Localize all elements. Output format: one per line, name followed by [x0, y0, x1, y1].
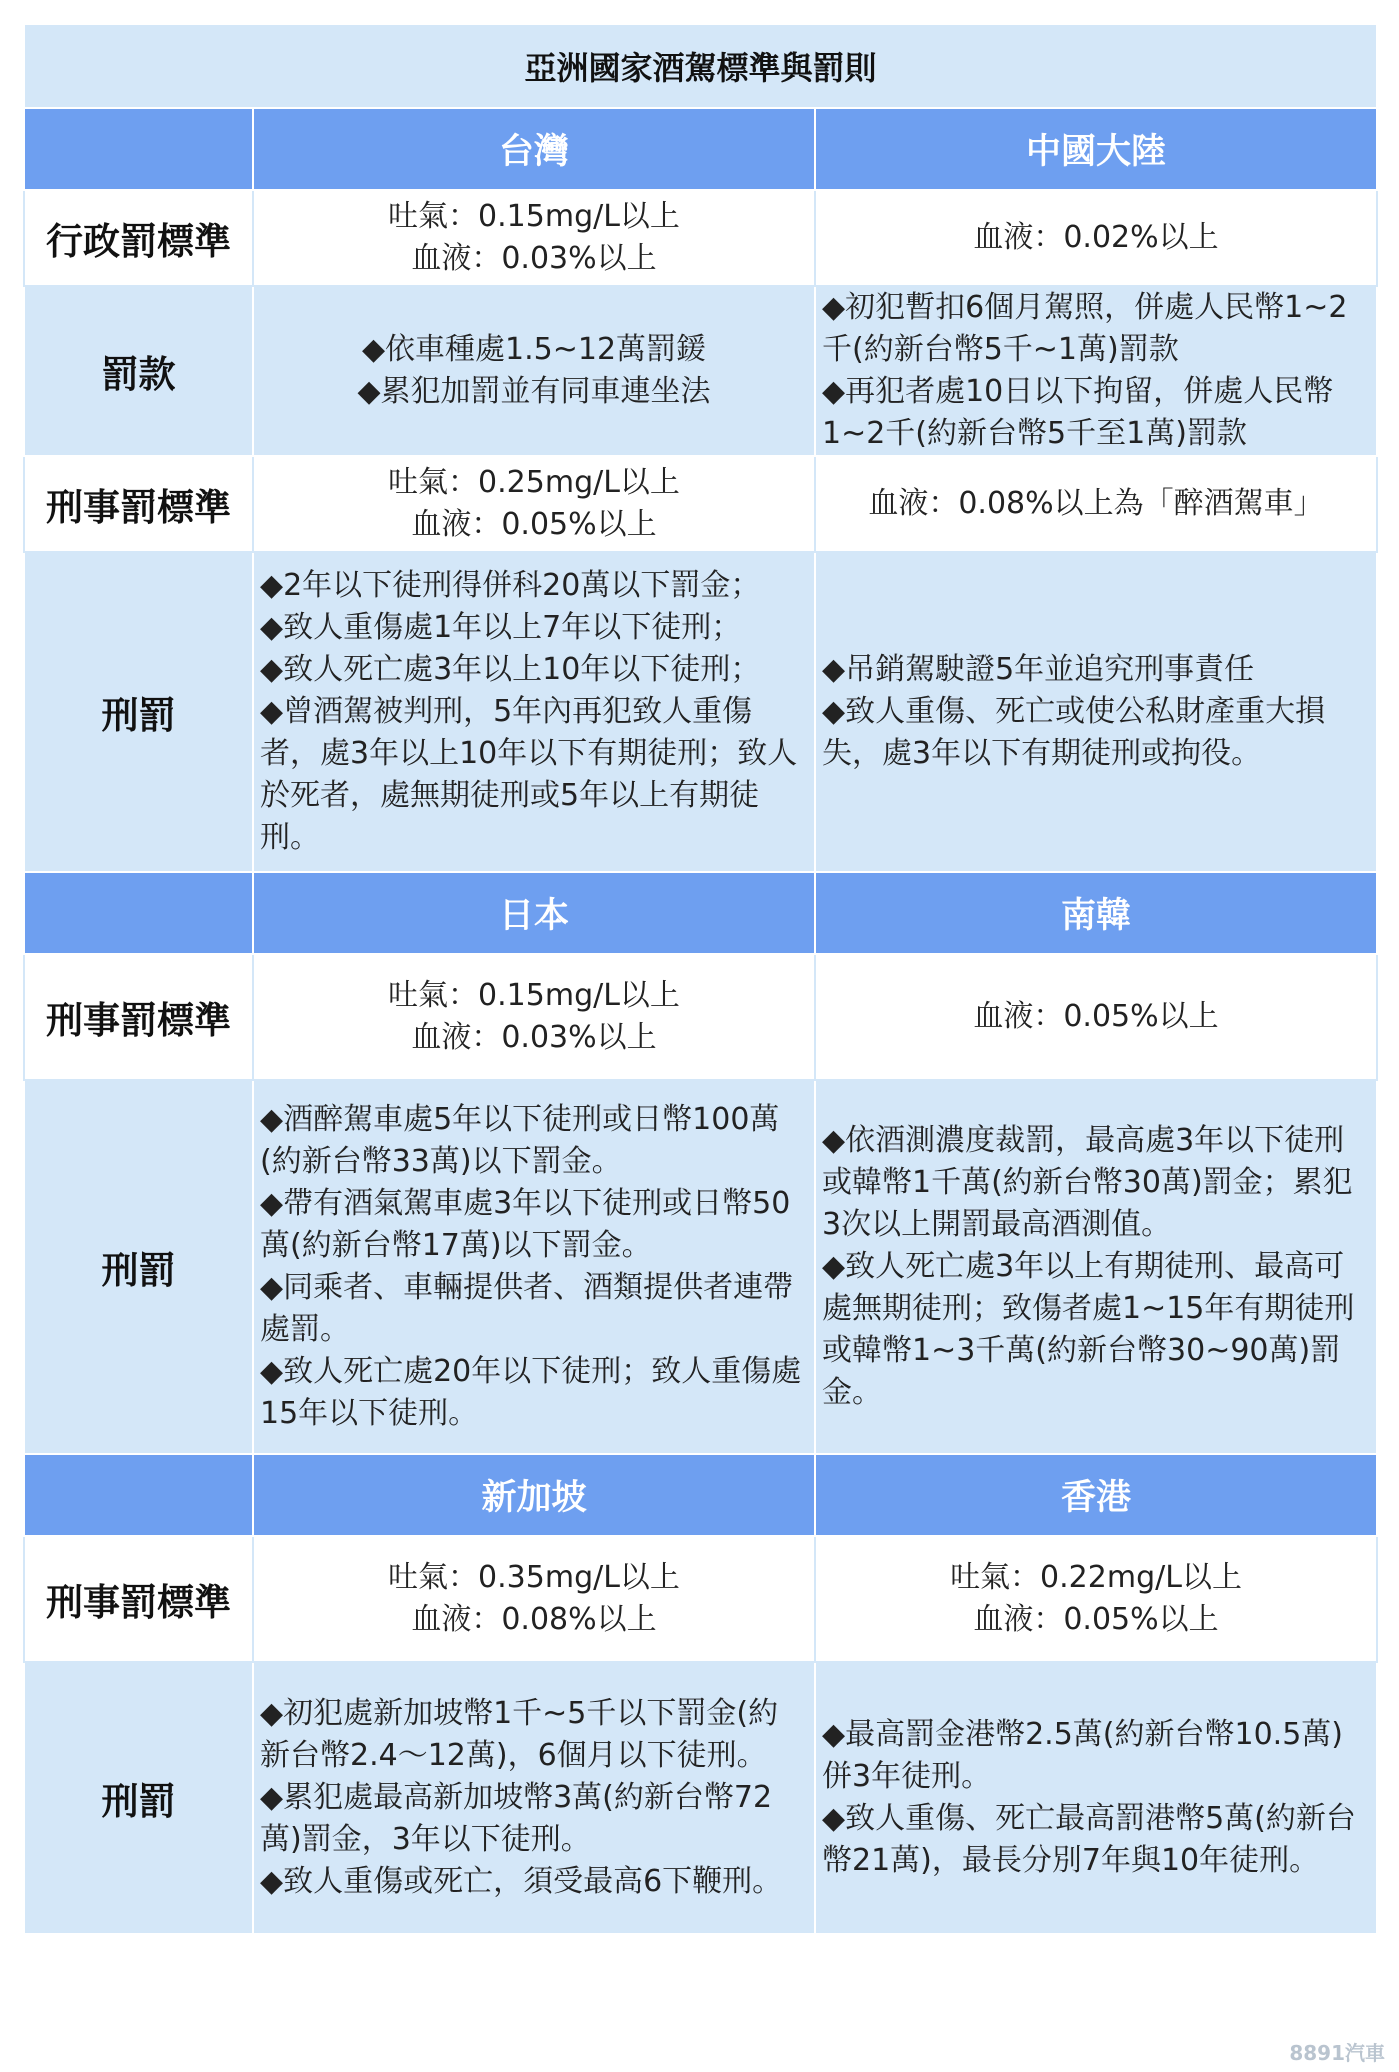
- drunk-driving-table: [23, 23, 1378, 1935]
- table-cell: [253, 286, 815, 456]
- cell-line: 血液：0.05%以上: [411, 507, 657, 542]
- table-cell: [253, 456, 815, 552]
- cell-line: ◆累犯加罰並有同車連坐法: [357, 374, 711, 409]
- cell-line: ◆再犯者處10日以下拘留，併處人民幣1~2千(約新台幣5千至1萬)罰款: [822, 374, 1334, 451]
- table-cell: [253, 1080, 815, 1454]
- table-cell: [815, 456, 1377, 552]
- cell-line: ◆初犯處新加坡幣1千~5千以下罰金(約新台幣2.4～12萬)，6個月以下徒刑。: [260, 1696, 779, 1773]
- section-header-taiwan-china: [24, 108, 1377, 190]
- cell-line: 血液：0.08%以上為「醉酒駕車」: [868, 486, 1324, 521]
- header-blank-cell: [24, 872, 253, 954]
- cell-line: ◆同乘者、車輛提供者、酒類提供者連帶處罰。: [260, 1270, 794, 1347]
- table-row: [24, 286, 1377, 456]
- cell-line: 血液：0.03%以上: [411, 1020, 657, 1055]
- section-header-singapore-hongkong: [24, 1454, 1377, 1536]
- cell-line: ◆最高罰金港幣2.5萬(約新台幣10.5萬)併3年徒刑。: [822, 1717, 1343, 1794]
- table-cell: [253, 190, 815, 286]
- table-cell: [815, 552, 1377, 872]
- table-cell: [253, 1536, 815, 1662]
- table-cell: [253, 552, 815, 872]
- country-china: 中國大陸: [815, 108, 1377, 190]
- table-row: [24, 1536, 1377, 1662]
- table-row: [24, 954, 1377, 1080]
- table-row: [24, 1662, 1377, 1934]
- cell-line: ◆致人死亡處20年以下徒刑；致人重傷處15年以下徒刑。: [260, 1354, 802, 1431]
- cell-line: ◆致人重傷處1年以上7年以下徒刑；: [260, 610, 742, 645]
- table-title: 亞洲國家酒駕標準與罰則: [24, 24, 1377, 108]
- table-row: [24, 190, 1377, 286]
- row-label: 刑事罰標準: [24, 1536, 253, 1662]
- cell-line: 吐氣：0.22mg/L以上: [950, 1560, 1242, 1595]
- row-label: 罰款: [24, 286, 253, 456]
- cell-line: 血液：0.02%以上: [973, 220, 1219, 255]
- cell-line: ◆酒醉駕車處5年以下徒刑或日幣100萬(約新台幣33萬)以下罰金。: [260, 1102, 780, 1179]
- table-cell: [815, 190, 1377, 286]
- country-hongkong: 香港: [815, 1454, 1377, 1536]
- cell-line: ◆2年以下徒刑得併科20萬以下罰金；: [260, 568, 761, 603]
- cell-line: ◆曾酒駕被判刑，5年內再犯致人重傷者，處3年以上10年以下有期徒刑；致人於死者，處無期徒刑或5年以上有期徒刑。: [260, 694, 798, 855]
- country-japan: 日本: [253, 872, 815, 954]
- cell-line: 吐氣：0.15mg/L以上: [388, 199, 680, 234]
- row-label: 刑事罰標準: [24, 456, 253, 552]
- country-korea: 南韓: [815, 872, 1377, 954]
- table-row: [24, 1080, 1377, 1454]
- cell-line: ◆帶有酒氣駕車處3年以下徒刑或日幣50萬(約新台幣17萬)以下罰金。: [260, 1186, 791, 1263]
- table-cell: [815, 286, 1377, 456]
- cell-line: 血液：0.08%以上: [411, 1602, 657, 1637]
- table-cell: [253, 954, 815, 1080]
- header-blank-cell: [24, 1454, 253, 1536]
- cell-line: 血液：0.05%以上: [973, 999, 1219, 1034]
- row-label: 刑罰: [24, 552, 253, 872]
- cell-line: ◆初犯暫扣6個月駕照，併處人民幣1~2千(約新台幣5千~1萬)罰款: [822, 290, 1348, 367]
- cell-line: 吐氣：0.35mg/L以上: [388, 1560, 680, 1595]
- cell-line: ◆致人死亡處3年以上有期徒刑、最高可處無期徒刑；致傷者處1~15年有期徒刑或韓幣1~3千萬(約新台幣30~90萬)罰金。: [822, 1249, 1355, 1410]
- table-cell: [815, 1662, 1377, 1934]
- table-cell: [253, 1662, 815, 1934]
- cell-line: ◆吊銷駕駛證5年並追究刑事責任: [822, 652, 1255, 687]
- header-blank-cell: [24, 108, 253, 190]
- cell-line: 血液：0.05%以上: [973, 1602, 1219, 1637]
- table-row: [24, 456, 1377, 552]
- country-singapore: 新加坡: [253, 1454, 815, 1536]
- table-row: [24, 552, 1377, 872]
- row-label: 行政罰標準: [24, 190, 253, 286]
- cell-line: ◆致人死亡處3年以上10年以下徒刑；: [260, 652, 761, 687]
- cell-line: ◆致人重傷或死亡，須受最高6下鞭刑。: [260, 1864, 783, 1899]
- table-cell: [815, 1080, 1377, 1454]
- row-label: 刑罰: [24, 1662, 253, 1934]
- cell-line: ◆累犯處最高新加坡幣3萬(約新台幣72萬)罰金，3年以下徒刑。: [260, 1780, 773, 1857]
- cell-line: ◆依車種處1.5~12萬罰鍰: [361, 332, 707, 367]
- country-taiwan: 台灣: [253, 108, 815, 190]
- watermark-8891: 8891汽車: [1289, 2041, 1385, 2065]
- table-cell: [815, 1536, 1377, 1662]
- cell-line: 血液：0.03%以上: [411, 241, 657, 276]
- cell-line: ◆致人重傷、死亡或使公私財產重大損失，處3年以下有期徒刑或拘役。: [822, 694, 1326, 771]
- cell-line: ◆致人重傷、死亡最高罰港幣5萬(約新台幣21萬)，最長分別7年與10年徒刑。: [822, 1801, 1356, 1878]
- regulation-table-wrapper: [23, 23, 1376, 1935]
- cell-line: 吐氣：0.25mg/L以上: [388, 465, 680, 500]
- table-cell: [815, 954, 1377, 1080]
- cell-line: ◆依酒測濃度裁罰，最高處3年以下徒刑或韓幣1千萬(約新台幣30萬)罰金；累犯3次以上開罰最高酒測值。: [822, 1123, 1353, 1242]
- cell-line: 吐氣：0.15mg/L以上: [388, 978, 680, 1013]
- section-header-japan-korea: [24, 872, 1377, 954]
- row-label: 刑罰: [24, 1080, 253, 1454]
- row-label: 刑事罰標準: [24, 954, 253, 1080]
